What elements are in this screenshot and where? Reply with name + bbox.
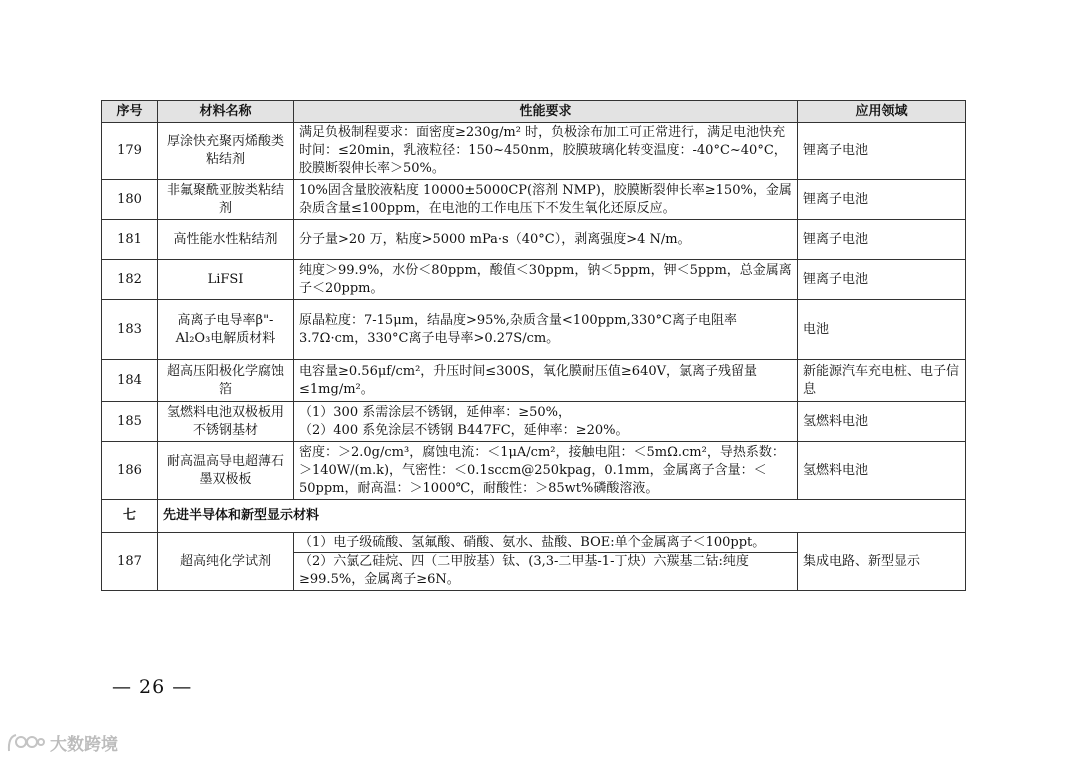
row-application: 电池	[798, 300, 966, 360]
row-no: 181	[102, 220, 158, 260]
row-no: 184	[102, 360, 158, 402]
row-application: 锂离子电池	[798, 260, 966, 300]
row-name: 氢燃料电池双极板用不锈钢基材	[158, 402, 294, 442]
row-spec: 纯度＞99.9%，水份＜80ppm，酸值＜30ppm，钠＜5ppm，钾＜5ppm，总金属离子＜20ppm。	[294, 260, 798, 300]
row-no: 182	[102, 260, 158, 300]
row-name: 超高压阳极化学腐蚀箔	[158, 360, 294, 402]
spec-line: （1）300 系需涂层不锈钢，延伸率：≥50%，	[299, 404, 572, 420]
section-row	[102, 500, 966, 533]
table-row	[102, 123, 966, 180]
table-row	[102, 442, 966, 500]
section-title: 先进半导体和新型显示材料	[158, 500, 966, 533]
row-name: 超高纯化学试剂	[158, 533, 294, 591]
table-header-row	[102, 101, 966, 123]
row-application: 氢燃料电池	[798, 402, 966, 442]
row-name: LiFSI	[158, 260, 294, 300]
row-no: 187	[102, 533, 158, 591]
row-name: 高离子电导率β"-Al₂O₃电解质材料	[158, 300, 294, 360]
row-application: 锂离子电池	[798, 180, 966, 220]
row-application: 锂离子电池	[798, 123, 966, 180]
table-row	[102, 260, 966, 300]
header-application: 应用领域	[798, 101, 966, 123]
watermark-text: 大数跨境	[50, 735, 118, 755]
spec-line: （2）400 系免涂层不锈钢 B447FC，延伸率：≥20%。	[299, 422, 629, 438]
table-row	[102, 533, 966, 591]
table-row	[102, 180, 966, 220]
row-spec	[294, 402, 798, 442]
row-application: 氢燃料电池	[798, 442, 966, 500]
watermark	[6, 730, 118, 755]
page-number: — 26 —	[112, 676, 193, 698]
row-name: 非氟聚酰亚胺类粘结剂	[158, 180, 294, 220]
watermark-logo-icon	[6, 731, 46, 755]
row-spec: 分子量>20 万，粘度>5000 mPa·s（40°C），剥离强度>4 N/m。	[294, 220, 798, 260]
spec-line: （1）电子级硫酸、氢氟酸、硝酸、氨水、盐酸、BOE:单个金属离子＜100ppt。	[299, 535, 766, 550]
row-no: 179	[102, 123, 158, 180]
requirements-table	[101, 100, 966, 591]
row-application: 集成电路、新型显示	[798, 533, 966, 591]
row-no: 185	[102, 402, 158, 442]
row-spec: 电容量≥0.56μf/cm²，升压时间≤300S，氧化膜耐压值≥640V，氯离子残留量≤1mg/m²。	[294, 360, 798, 402]
row-spec: 原晶粒度：7-15μm，结晶度>95%,杂质含量<100ppm,330°C离子电阻率3.7Ω·cm，330°C离子电导率>0.27S/cm。	[294, 300, 798, 360]
table-row	[102, 360, 966, 402]
section-number: 七	[102, 500, 158, 533]
spec-line: （2）六氯乙硅烷、四（二甲胺基）钛、(3,3-二甲基-1-丁炔）六羰基二钴:纯度≥99.5%，金属离子≥6N。	[294, 552, 797, 589]
table-row	[102, 300, 966, 360]
row-spec: 密度：＞2.0g/cm³，腐蚀电流：＜1μA/cm²，接触电阻：＜5mΩ.cm²，导热系数：＞140W/(m.k)，气密性：＜0.1sccm@250kpag，0.1mm，金属离子含量：＜50ppm，耐高温：＞1000℃，耐酸性：＞85wt%磷酸溶液。	[294, 442, 798, 500]
header-material-name: 材料名称	[158, 101, 294, 123]
row-name: 高性能水性粘结剂	[158, 220, 294, 260]
row-spec: 满足负极制程要求：面密度≥230g/m² 时，负极涂布加工可正常进行，满足电池快充时间：≤20min，乳液粒径：150~450nm，胶膜玻璃化转变温度：-40°C~40°C，胶膜断裂伸长率＞50%。	[294, 123, 798, 180]
row-spec: 10%固含量胶液粘度 10000±5000CP(溶剂 NMP)，胶膜断裂伸长率≥150%，金属杂质含量≤100ppm，在电池的工作电压下不发生氧化还原反应。	[294, 180, 798, 220]
table-row	[102, 402, 966, 442]
header-no: 序号	[102, 101, 158, 123]
row-no: 186	[102, 442, 158, 500]
row-name: 耐高温高导电超薄石墨双极板	[158, 442, 294, 500]
row-no: 183	[102, 300, 158, 360]
row-application: 锂离子电池	[798, 220, 966, 260]
row-name: 厚涂快充聚丙烯酸类粘结剂	[158, 123, 294, 180]
row-spec	[294, 533, 798, 591]
row-application: 新能源汽车充电桩、电子信息	[798, 360, 966, 402]
table-row	[102, 220, 966, 260]
row-no: 180	[102, 180, 158, 220]
header-performance: 性能要求	[294, 101, 798, 123]
